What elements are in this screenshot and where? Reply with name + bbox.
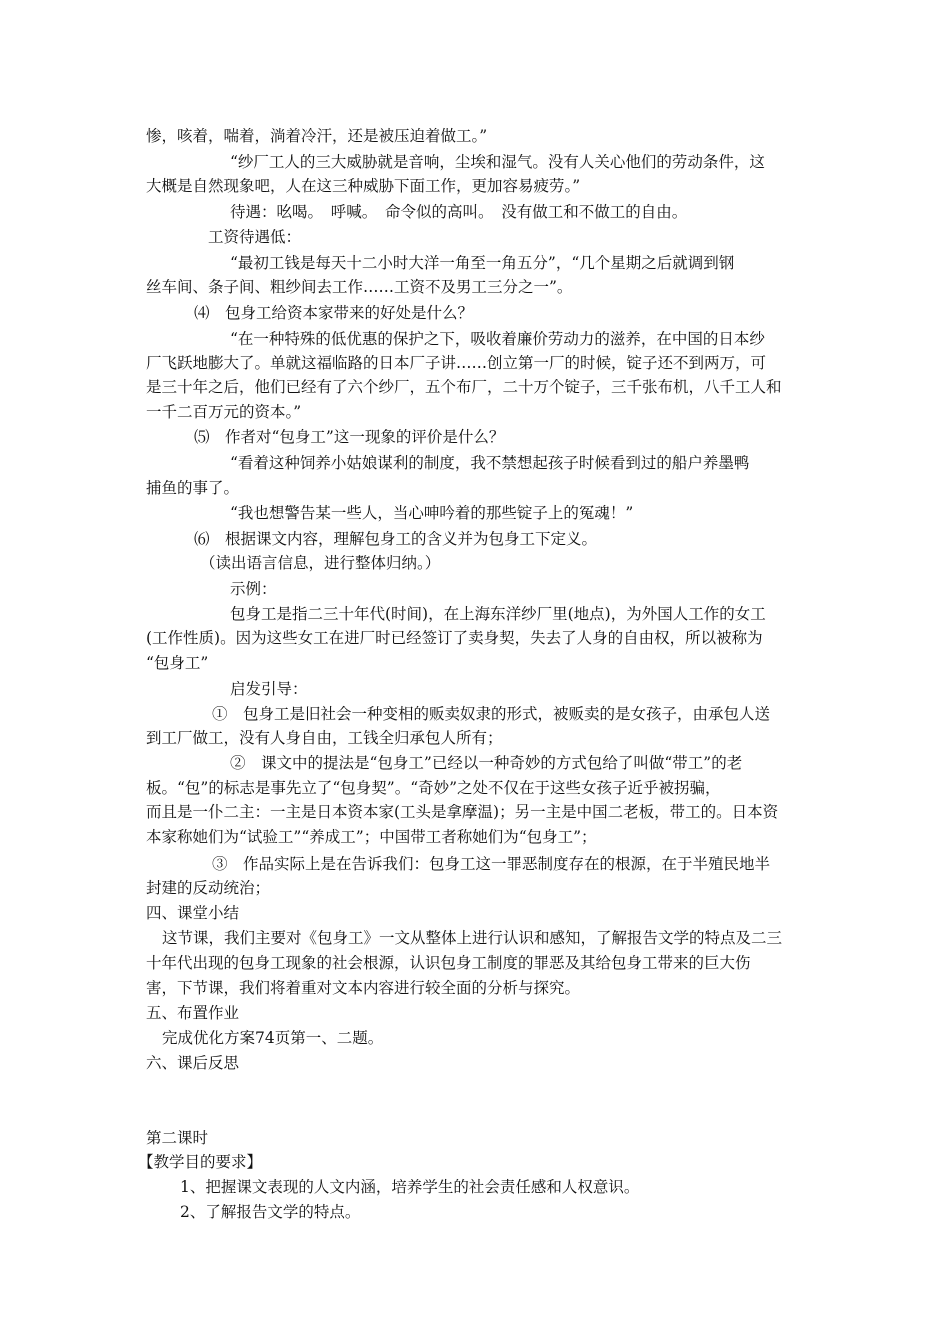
text-line: 这节课，我们主要对《包身工》一文从整体上进行认识和感知，了解报告文学的特点及二三 [162,929,783,947]
text-line: 丝车间、条子间、粗纱间去工作……工资不及男工三分之一”。 [146,278,573,296]
text-line: 待遇：吆喝。 呼喊。 命令似的高叫。 没有做工和不做工的自由。 [230,203,688,221]
text-line: 启发引导： [230,680,308,698]
text-line: 大概是自然现象吧，人在这三种威胁下面工作，更加容易疲劳。” [146,177,581,195]
text-line: “在一种特殊的低优惠的保护之下，吸收着廉价劳动力的滋养，在中国的日本纱 [230,330,765,348]
list-item: ② 课文中的提法是“包身工”已经以一种奇妙的方式包给了叫做“带工”的老 [230,754,743,772]
list-item: 1、把握课文表现的人文内涵，培养学生的社会责任感和人权意识。 [180,1178,640,1196]
text-line: 板。“包”的标志是事先立了“包身契”。“奇妙”之处不仅在于这些女孩子近乎被拐骗， [146,779,721,797]
list-item: ③ 作品实际上是在告诉我们：包身工这一罪恶制度存在的根源，在于半殖民地半 [212,855,771,873]
section-heading: 【教学目的要求】 [138,1153,263,1171]
question-heading: ⑹ 根据课文内容，理解包身工的含义并为包身工下定义。 [194,530,598,548]
text-line: 十年代出现的包身工现象的社会根源，认识包身工制度的罪恶及其给包身工带来的巨大伤 [146,954,751,972]
text-line: “看着这种饲养小姑娘谋利的制度，我不禁想起孩子时候看到过的船户养墨鸭 [230,454,750,472]
text-line: (工作性质)。因为这些女工在进厂时已经签订了卖身契，失去了人身的自由权，所以被称为 [146,629,763,647]
section-heading: 六、课后反思 [146,1054,240,1072]
section-heading: 五、布置作业 [146,1004,240,1022]
text-line: 惨，咳着，喘着，淌着冷汗，还是被压迫着做工。” [146,127,488,145]
text-line: 到工厂做工，没有人身自由，工钱全归承包人所有； [146,729,503,747]
text-line: 完成优化方案74页第一、二题。 [162,1029,384,1047]
text-line: 害，下节课，我们将着重对文本内容进行较全面的分析与探究。 [146,979,581,997]
text-line: 封建的反动统治； [146,879,271,897]
list-item: ① 包身工是旧社会一种变相的贩卖奴隶的形式，被贩卖的是女孩子，由承包人送 [212,705,771,723]
lesson-heading: 第二课时 [146,1129,209,1147]
text-line: 而且是一仆二主：一主是日本资本家(工头是拿摩温)；另一主是中国二老板，带工的。日本资 [146,803,779,821]
text-line: 捕鱼的事了。 [146,479,240,497]
text-line: 示例： [230,580,277,598]
text-line: “我也想警告某一些人，当心呻吟着的那些锭子上的冤魂！” [230,504,634,522]
question-heading: ⑸ 作者对“包身工”这一现象的评价是什么？ [194,428,505,446]
text-line: 包身工是指二三十年代(时间)，在上海东洋纱厂里(地点)，为外国人工作的女工 [230,605,766,623]
text-line: “最初工钱是每天十二小时大洋一角至一角五分”，“几个星期之后就调到钢 [230,254,735,272]
text-line: 工资待遇低： [208,228,302,246]
text-line: （读出语言信息，进行整体归纳。） [200,554,441,572]
text-line: 厂飞跃地膨大了。单就这福临路的日本厂子讲……创立第一厂的时候，锭子还不到两万，可 [146,354,767,372]
section-heading: 四、课堂小结 [146,904,240,922]
list-item: 2、了解报告文学的特点。 [180,1203,361,1221]
text-line: “包身工” [146,654,209,672]
text-line: 是三十年之后，他们已经有了六个纱厂，五个布厂，二十万个锭子，三千张布机，八千工人和 [146,378,782,396]
text-line: “纱厂工人的三大威胁就是音响，尘埃和湿气。没有人关心他们的劳动条件，这 [230,153,765,171]
text-line: 本家称她们为“试验工”“养成工”；中国带工者称她们为“包身工”； [146,828,597,846]
text-line: 一千二百万元的资本。” [146,403,302,421]
question-heading: ⑷ 包身工给资本家带来的好处是什么？ [194,304,474,322]
